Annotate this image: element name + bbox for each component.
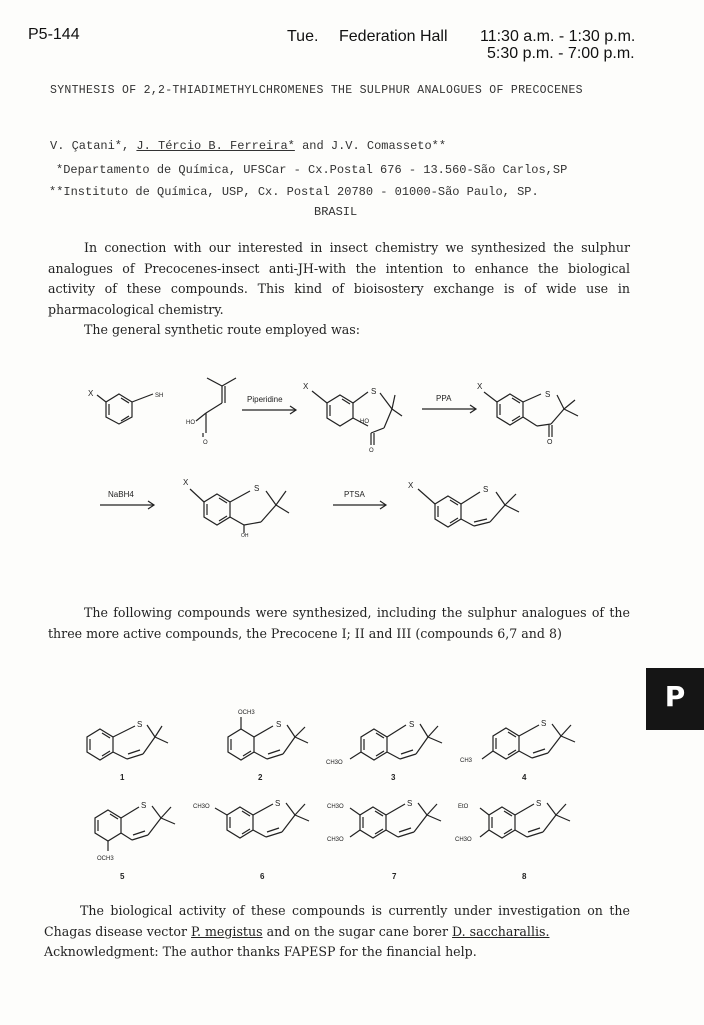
activity-text-1: The biological activity of these compounds is currently under investigation on the Chagas disease vector xyxy=(44,903,630,939)
section-tab-label: P xyxy=(664,680,686,713)
label-s: S xyxy=(536,799,542,808)
author-2: J. Tércio B. Ferreira* xyxy=(136,139,295,153)
label-ch3o: CH3O xyxy=(326,760,343,766)
label-eto: EtO xyxy=(458,804,469,810)
compound-numbers xyxy=(120,773,527,881)
label-s: S xyxy=(371,387,377,396)
compound-number: 5 xyxy=(120,872,125,881)
paper-title: SYNTHESIS OF 2,2-THIADIMETHYLCHROMENES THE SULPHUR ANALOGUES OF PRECOCENES xyxy=(50,84,583,97)
compound-4-ring xyxy=(493,728,519,759)
intro-paragraph: In conection with our interested in insect chemistry we synthesized the sulphur analogues of Precocenes-insect anti-JH-with the intention to enhance the biological activity of these compounds. This kind of bioisostery exchange is of wide use in pharmacological chemistry. xyxy=(48,240,630,317)
compound-6-ring xyxy=(227,807,253,838)
label-ch3o: CH3O xyxy=(455,837,472,843)
label-x: X xyxy=(477,382,483,391)
affiliation-1: *Departamento de Química, UFSCar - Cx.Postal 676 - 13.560-São Carlos,SP xyxy=(56,163,568,177)
session-day: Tue. xyxy=(287,28,319,45)
label-s: S xyxy=(254,484,260,493)
compound-8-ring xyxy=(489,807,515,838)
session-venue: Federation Hall xyxy=(339,28,448,45)
label-ch3: CH3 xyxy=(460,758,473,764)
thiophenol-ring xyxy=(106,394,132,424)
scheme-row-2 xyxy=(100,489,519,533)
label-ch3o: CH3O xyxy=(193,804,210,810)
affiliation-2: **Instituto de Química, USP, Cx. Postal 20780 - 01000-São Paulo, SP. xyxy=(49,185,539,199)
thiochromanone-ring xyxy=(497,394,523,425)
species-1: P. megistus xyxy=(191,923,263,939)
label-s: S xyxy=(541,719,547,728)
compounds-paragraph: The following compounds were synthesized, including the sulphur analogues of the three more active compounds, the Precocene I; II and III (compounds 6,7 and 8) xyxy=(48,605,630,641)
label-s: S xyxy=(545,390,551,399)
compound-2-ring xyxy=(228,729,254,760)
label-s: S xyxy=(276,720,282,729)
compound-7-ring xyxy=(360,807,386,838)
label-ch3o: CH3O xyxy=(327,837,344,843)
label-och3: OCH3 xyxy=(97,856,114,862)
session-code: P5-144 xyxy=(28,26,80,43)
scheme-row-1 xyxy=(97,378,578,445)
label-s: S xyxy=(407,799,413,808)
author-1: V. Çatani*, xyxy=(50,139,130,153)
label-x: X xyxy=(408,481,414,490)
label-s: S xyxy=(275,799,281,808)
label-oh: OH xyxy=(241,533,249,539)
route-intro: The general synthetic route employed was: xyxy=(84,322,360,337)
species-2: D. saccharallis. xyxy=(452,923,550,939)
intermediate-ring xyxy=(327,395,353,426)
label-x: X xyxy=(183,478,189,487)
label-o: O xyxy=(547,439,553,446)
label-x: X xyxy=(303,382,309,391)
compound-number: 7 xyxy=(392,872,397,881)
reagent-ppa: PPA xyxy=(436,394,452,403)
country: BRASIL xyxy=(314,205,358,219)
acknowledgment: Acknowledgment: The author thanks FAPESP for the financial help. xyxy=(44,944,477,959)
session-time-1: 11:30 a.m. - 1:30 p.m. xyxy=(480,28,636,45)
compound-number: 4 xyxy=(522,773,527,782)
thiochromene-ring xyxy=(435,496,461,527)
chem-labels xyxy=(88,382,553,862)
label-o: O xyxy=(203,440,208,446)
label-s: S xyxy=(141,801,147,810)
label-ho: HO xyxy=(186,420,195,426)
author-3: and J.V. Comasseto** xyxy=(302,139,447,153)
label-s: S xyxy=(483,485,489,494)
compound-number: 8 xyxy=(522,872,527,881)
label-ho: HO xyxy=(360,419,369,425)
label-x: X xyxy=(88,389,94,398)
activity-text-2: and on the sugar cane borer xyxy=(266,923,449,939)
compounds-row-1 xyxy=(87,717,575,760)
compound-number: 1 xyxy=(120,773,125,782)
compound-5-ring xyxy=(95,810,121,841)
label-s: S xyxy=(409,720,415,729)
thiochromanol-ring xyxy=(204,494,230,525)
label-s: S xyxy=(137,720,143,729)
compound-number: 3 xyxy=(391,773,396,782)
label-o: O xyxy=(369,448,374,454)
reagent-nabh4: NaBH4 xyxy=(108,490,134,499)
compound-number: 2 xyxy=(258,773,263,782)
compound-number: 6 xyxy=(260,872,265,881)
compound-3-ring xyxy=(361,729,387,760)
compounds-row-2 xyxy=(95,803,570,851)
reagent-piperidine: Piperidine xyxy=(247,395,283,404)
label-sh: SH xyxy=(155,393,164,399)
label-ch3o: CH3O xyxy=(327,804,344,810)
label-och3: OCH3 xyxy=(238,710,255,716)
session-time-2: 5:30 p.m. - 7:00 p.m. xyxy=(487,45,635,62)
reagent-ptsa: PTSA xyxy=(344,490,365,499)
compound-1-ring xyxy=(87,729,113,760)
